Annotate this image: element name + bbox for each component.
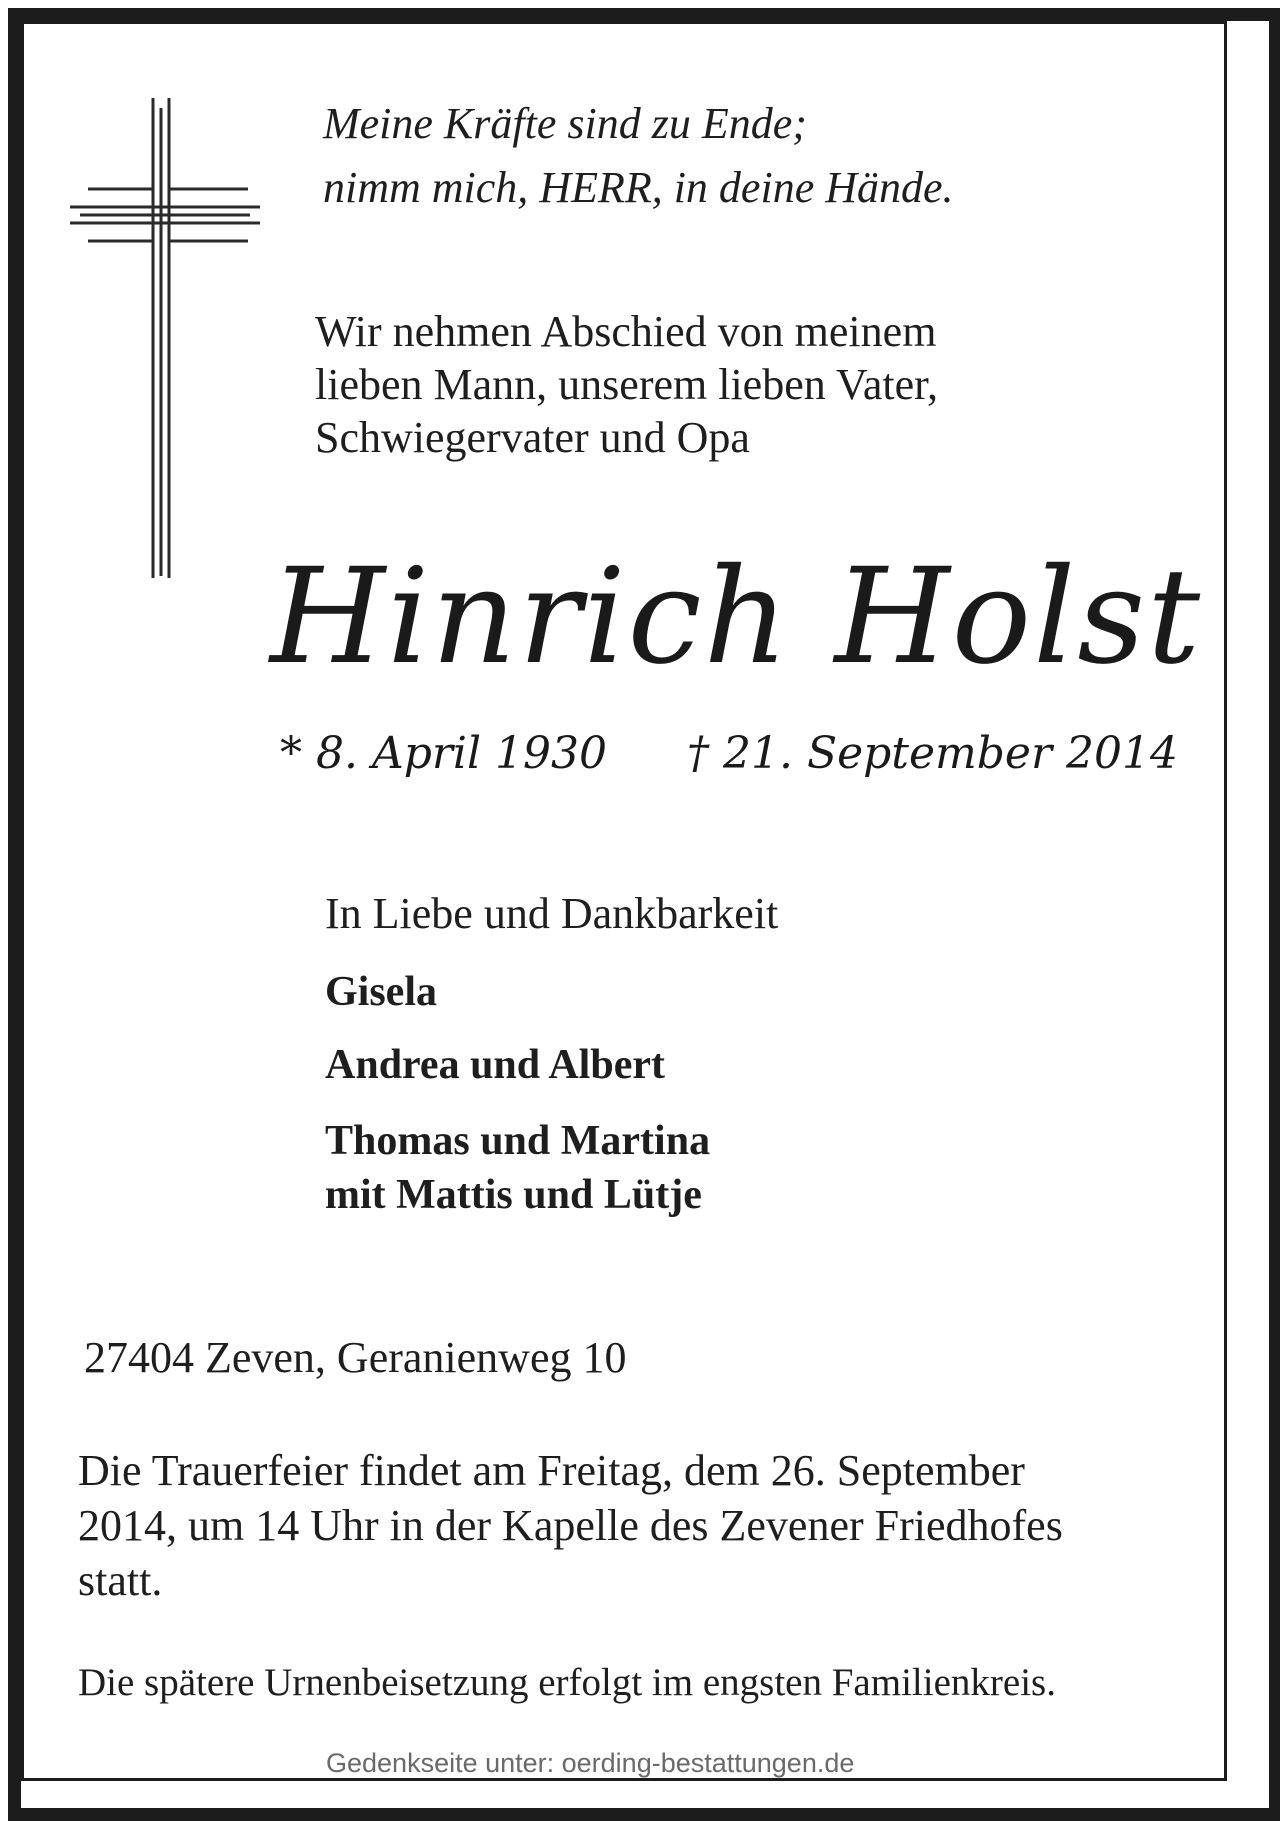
mourner-name: Thomas und Martina — [325, 1118, 711, 1164]
mourner-group — [325, 1114, 710, 1222]
mourner-name: mit Mattis und Lütje — [325, 1172, 702, 1218]
death-date: † 21. September 2014 — [687, 728, 1178, 779]
deceased-name: Hinrich Holst — [270, 540, 1203, 694]
verse-line-1: Meine Kräfte sind zu Ende; — [323, 99, 807, 148]
mourners-heading: In Liebe und Dankbarkeit — [325, 889, 779, 938]
intro-line-3: Schwiegervater und Opa — [315, 413, 750, 462]
intro-line-2: lieben Mann, unserem lieben Vater, — [315, 360, 939, 409]
memorial-page-footer: Gedenkseite unter: oerding-bestattungen.de — [326, 1748, 855, 1778]
service-line-1: Die Trauerfeier findet am Freitag, dem 26. September — [78, 1446, 1025, 1495]
intro-line-1: Wir nehmen Abschied von meinem — [315, 307, 937, 356]
family-address: 27404 Zeven, Geranienweg 10 — [84, 1333, 627, 1382]
mourner-name: Andrea und Albert — [325, 1042, 665, 1088]
funeral-service-info — [78, 1443, 1063, 1608]
service-line-2: 2014, um 14 Uhr in der Kapelle des Zevener Friedhofes — [78, 1501, 1063, 1550]
farewell-intro — [315, 305, 938, 464]
birth-date: * 8. April 1930 — [280, 728, 608, 779]
verse-line-2: nimm mich, HERR, in deine Hände. — [323, 163, 954, 212]
bible-verse — [323, 92, 954, 220]
service-line-3: statt. — [78, 1556, 163, 1605]
mourner-name: Gisela — [325, 969, 437, 1015]
burial-note: Die spätere Urnenbeisetzung erfolgt im engsten Familienkreis. — [78, 1661, 1056, 1704]
latin-cross-icon — [70, 98, 260, 578]
